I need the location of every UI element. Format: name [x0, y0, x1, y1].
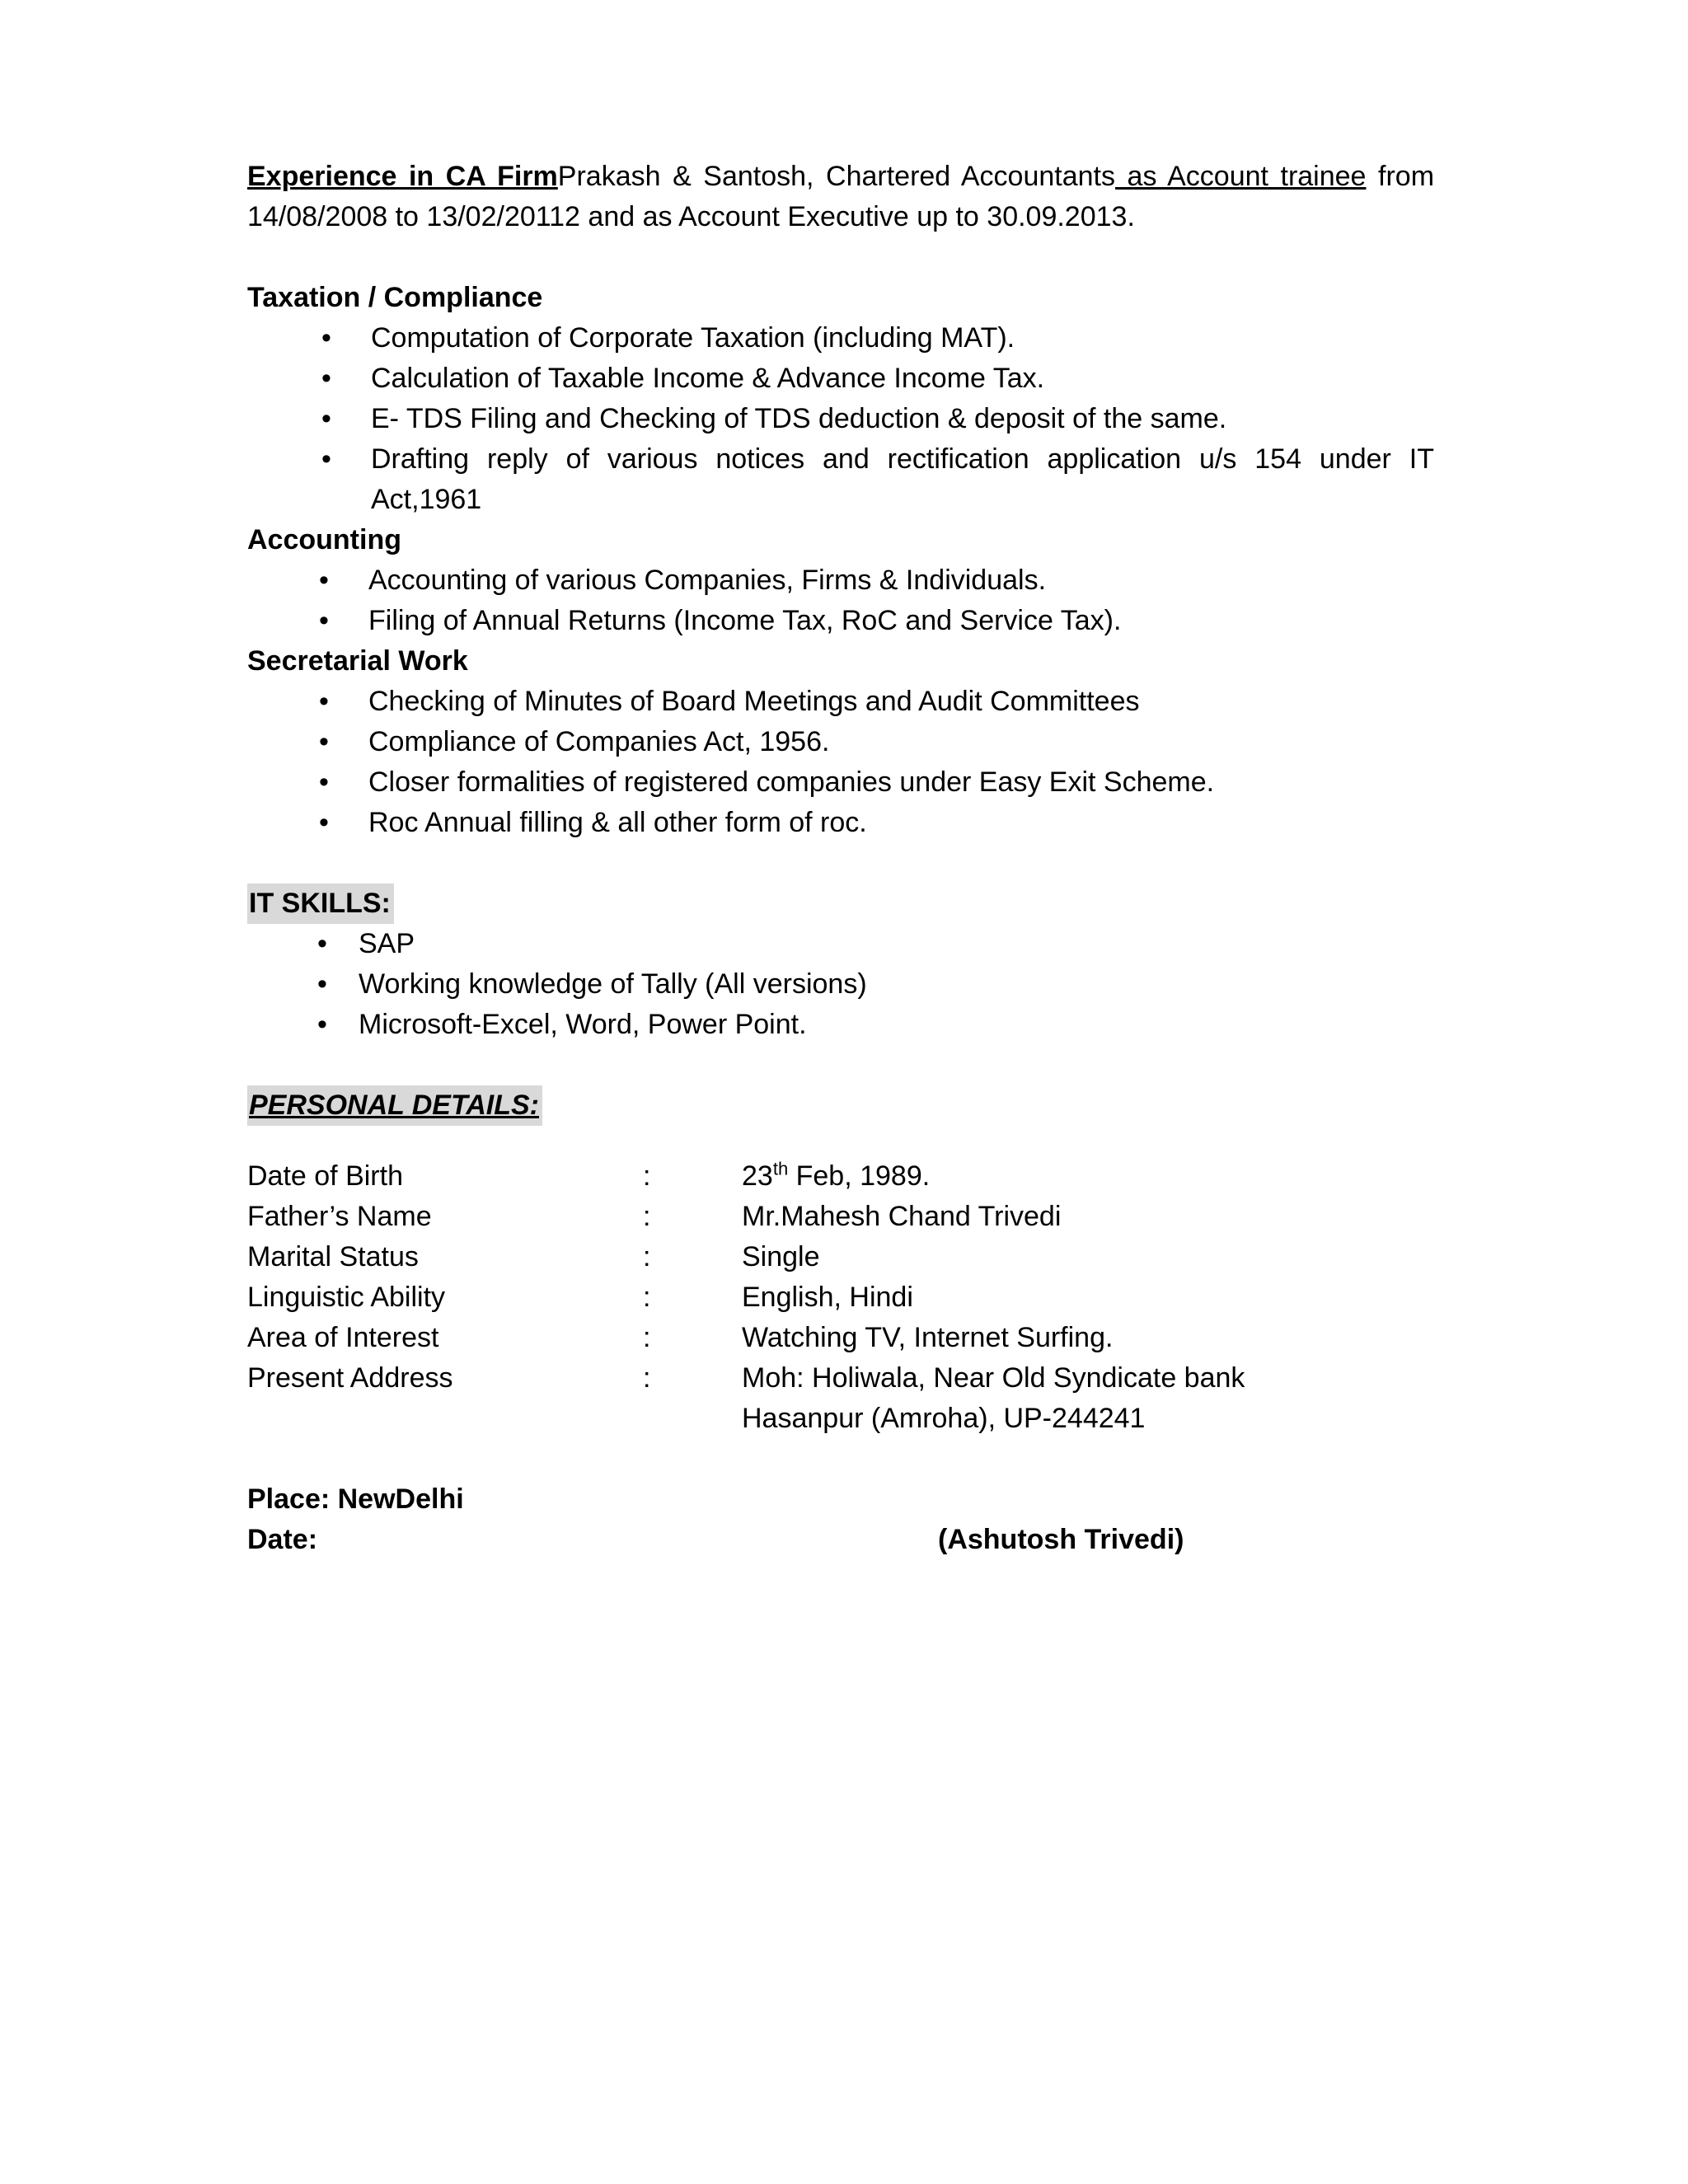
detail-colon: :	[643, 1362, 651, 1394]
detail-colon: :	[643, 1241, 651, 1272]
section-heading-secretarial: Secretarial Work	[247, 645, 468, 677]
detail-label: Marital Status	[247, 1241, 419, 1272]
bullet-icon: •	[319, 605, 329, 636]
detail-row-address	[247, 1358, 1434, 1439]
address-line-1: Moh: Holiwala, Near Old Syndicate bank	[742, 1362, 1245, 1394]
list-item: • Roc Annual filling & all other form of roc.	[247, 803, 1434, 843]
detail-value	[742, 1358, 1434, 1439]
detail-colon: :	[643, 1322, 651, 1353]
detail-row	[247, 1318, 1434, 1358]
personal-details-heading: PERSONAL DETAILS:	[247, 1085, 1434, 1126]
list-item: • Microsoft-Excel, Word, Power Point.	[247, 1005, 1434, 1045]
detail-value: Watching TV, Internet Surfing.	[742, 1322, 1114, 1353]
list-item: • Computation of Corporate Taxation (including MAT).	[247, 318, 1434, 359]
detail-row-dob	[247, 1156, 1434, 1197]
secretarial-list	[247, 682, 1434, 843]
section-heading-accounting: Accounting	[247, 524, 401, 555]
list-item: • Drafting reply of various notices and rectification application u/s 154 under IT Act,1961	[247, 439, 1434, 520]
date-label: Date:	[247, 1524, 318, 1555]
bullet-icon: •	[317, 968, 327, 1000]
list-item: • Closer formalities of registered companies under Easy Exit Scheme.	[247, 762, 1434, 803]
list-item: • Filing of Annual Returns (Income Tax, RoC and Service Tax).	[247, 601, 1434, 641]
list-item: • SAP	[247, 924, 1434, 964]
list-item: • E- TDS Filing and Checking of TDS deduction & deposit of the same.	[247, 399, 1434, 439]
list-item: • Working knowledge of Tally (All versions)	[247, 964, 1434, 1005]
detail-value: Single	[742, 1241, 820, 1272]
detail-row	[247, 1237, 1434, 1277]
role-text: as Account trainee	[1115, 161, 1367, 192]
detail-colon: :	[643, 1160, 651, 1192]
bullet-icon: •	[321, 322, 331, 354]
place-line: Place: NewDelhi	[247, 1483, 464, 1515]
detail-row	[247, 1197, 1434, 1237]
detail-label: Present Address	[247, 1362, 453, 1394]
detail-label: Linguistic Ability	[247, 1282, 446, 1313]
taxation-list	[247, 318, 1434, 520]
detail-colon: :	[643, 1282, 651, 1313]
date-signature-row	[247, 1520, 1434, 1560]
section-heading-taxation: Taxation / Compliance	[247, 282, 543, 313]
experience-dates: from 14/08/2008 to 13/02/20112 and as Account Executive up to 30.09.2013.	[247, 161, 1435, 232]
accounting-list	[247, 560, 1434, 641]
detail-value: English, Hindi	[742, 1282, 913, 1313]
detail-row	[247, 1277, 1434, 1318]
detail-value: Mr.Mahesh Chand Trivedi	[742, 1201, 1062, 1232]
list-item: • Compliance of Companies Act, 1956.	[247, 722, 1434, 762]
bullet-icon: •	[321, 443, 331, 475]
signature-name: (Ashutosh Trivedi)	[938, 1524, 1184, 1555]
firm-name: Prakash & Santosh, Chartered Accountants	[557, 161, 1115, 192]
list-item: • Accounting of various Companies, Firms & Individuals.	[247, 560, 1434, 601]
bullet-icon: •	[321, 363, 331, 394]
bullet-icon: •	[317, 1009, 327, 1040]
bullet-icon: •	[319, 565, 329, 596]
list-item: • Checking of Minutes of Board Meetings and Audit Committees	[247, 682, 1434, 722]
bullet-icon: •	[317, 928, 327, 959]
it-skills-list	[247, 924, 1434, 1045]
it-skills-heading: IT SKILLS:	[247, 883, 1434, 924]
detail-colon: :	[643, 1201, 651, 1232]
bullet-icon: •	[319, 726, 329, 757]
bullet-icon: •	[319, 686, 329, 717]
bullet-icon: •	[319, 766, 329, 798]
detail-value: 23th Feb, 1989.	[742, 1158, 931, 1192]
bullet-icon: •	[321, 403, 331, 434]
experience-paragraph	[247, 157, 1434, 237]
detail-label: Area of Interest	[247, 1322, 439, 1353]
address-line-2: Hasanpur (Amroha), UP-244241	[742, 1403, 1146, 1434]
resume-content	[247, 157, 1434, 1560]
detail-label: Date of Birth	[247, 1160, 403, 1192]
experience-heading: Experience in CA Firm	[247, 161, 558, 192]
bullet-icon: •	[319, 807, 329, 838]
detail-label: Father’s Name	[247, 1201, 432, 1232]
list-item: • Calculation of Taxable Income & Advance Income Tax.	[247, 359, 1434, 399]
